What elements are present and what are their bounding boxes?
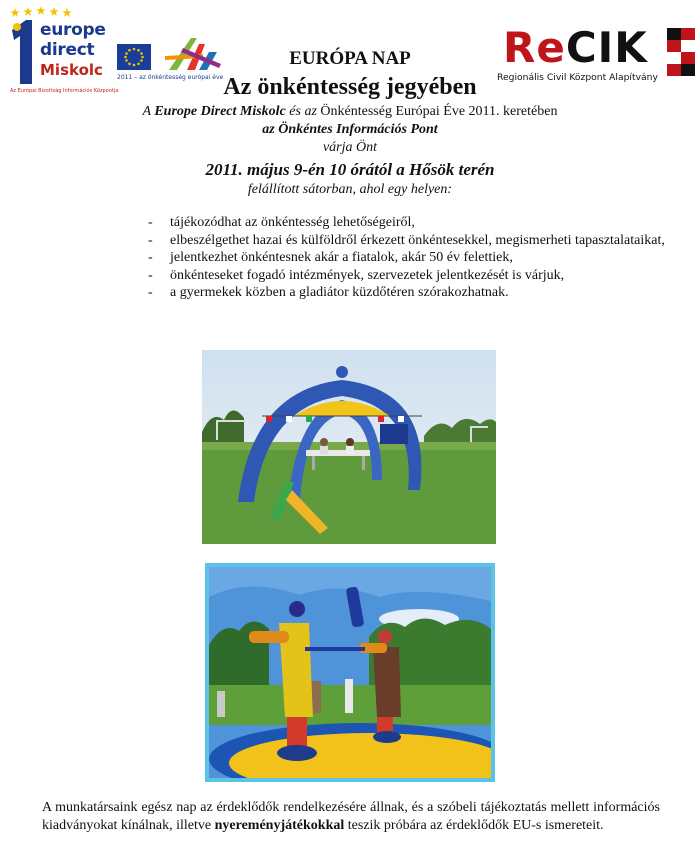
intro-line [0, 104, 700, 120]
organizer-line: az Önkéntes Információs Pont [262, 122, 438, 137]
recik-wordmark-black: CIK [565, 23, 648, 72]
ed-logo-line1: europe [40, 20, 106, 40]
footer-bold-text: nyereményjátékokkal [214, 818, 345, 833]
list-item: - tájékozódhat az önkéntesség lehetőségeiről, [148, 214, 668, 232]
intro-text-c: és az [285, 104, 321, 119]
intro-europe-direct: Europe Direct Miskolc [154, 104, 286, 119]
recik-wordmark-red: Re [503, 23, 566, 72]
footer-text-end: teszik próbára az érdeklődők EU-s ismereteit. [344, 818, 604, 833]
activities-list [148, 214, 668, 302]
page-subtitle: Az önkéntesség jegyében [223, 74, 477, 100]
ed-logo-line2: direct [40, 40, 95, 60]
tent-line: felállított sátorban, ahol egy helyen: [247, 182, 453, 197]
footer-text: A munkatársaink egész nap az érdeklődők rendelkezésére állnak, és a szóbeli tájékoztatás mellett információs kiadványokat kínálnak, illetve [42, 800, 660, 833]
date-place-line: 2011. május 9-én 10 órától a Hősök terén [205, 160, 495, 179]
list-item: - elbeszélgethet hazai és külföldről érkezett önkéntesekkel, megismerheti tapasztalataikat, [148, 232, 668, 250]
page-title: EURÓPA NAP [289, 48, 411, 69]
list-item: - jelentkezhet önkéntesnek akár a fiatalok, akár 50 év felettiek, [148, 249, 668, 267]
intro-european-year: Önkéntesség Európai Éve 2011 [320, 104, 497, 119]
ed-logo-tagline: Az Európai Bizottság Információs Központja [10, 88, 119, 94]
recik-subtitle: Regionális Civil Központ Alapítvány [497, 72, 658, 83]
awaits-line: várja Önt [322, 140, 378, 155]
gladiator-photo-frame [205, 563, 495, 782]
footer-paragraph [42, 799, 660, 835]
intro-text-e: . keretében [496, 104, 558, 119]
list-item: - a gyermekek közben a gladiátor küzdőtéren szórakozhatnak. [148, 284, 668, 302]
european-year-caption: 2011 – az önkéntesség európai éve [117, 74, 224, 81]
inflatable-tent-photo [202, 350, 496, 544]
list-item: - önkénteseket fogadó intézmények, szervezetek jelentkezését is várjuk, [148, 267, 668, 285]
ed-logo-line3: Miskolc [40, 61, 103, 79]
gladiator-arena-photo [209, 567, 491, 778]
intro-text-a: A [142, 104, 155, 119]
